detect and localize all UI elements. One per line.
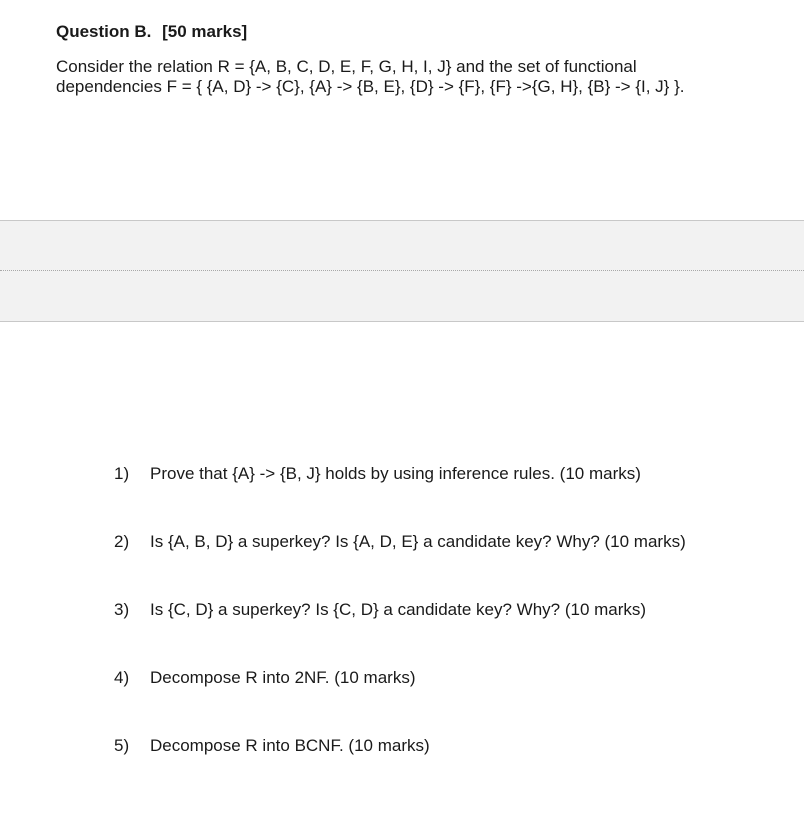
- question-title: Question B.: [56, 22, 152, 41]
- intro-line-2: dependencies F = { {A, D} -> {C}, {A} -> {B, E}, {D} -> {F}, {F} ->{G, H}, {B} -> {I, J} }.: [56, 77, 685, 96]
- question-intro: [56, 57, 776, 97]
- question-marks: [50 marks]: [162, 22, 248, 41]
- sub-question-2: [114, 532, 686, 600]
- intro-line-1: Consider the relation R = {A, B, C, D, E, F, G, H, I, J} and the set of functional: [56, 57, 637, 76]
- sub-question-3: [114, 600, 686, 668]
- sub-question-number: 5): [114, 736, 130, 755]
- sub-question-number: 4): [114, 668, 130, 687]
- sub-question-text: Is {C, D} a superkey? Is {C, D} a candidate key? Why? (10 marks): [150, 600, 647, 619]
- dotted-divider: [0, 270, 804, 271]
- sub-question-text: Is {A, B, D} a superkey? Is {A, D, E} a candidate key? Why? (10 marks): [150, 532, 686, 551]
- sub-question-4: [114, 668, 686, 736]
- sub-question-text: Decompose R into BCNF. (10 marks): [150, 736, 430, 755]
- question-heading: [56, 22, 247, 42]
- sub-question-list: [114, 464, 686, 804]
- sub-question-text: Prove that {A} -> {B, J} holds by using inference rules. (10 marks): [150, 464, 641, 483]
- sub-question-number: 3): [114, 600, 130, 619]
- sub-question-number: 1): [114, 464, 130, 483]
- sub-question-5: [114, 736, 686, 804]
- sub-question-1: [114, 464, 686, 532]
- sub-question-number: 2): [114, 532, 130, 551]
- separator-band: [0, 220, 804, 322]
- sub-question-text: Decompose R into 2NF. (10 marks): [150, 668, 416, 687]
